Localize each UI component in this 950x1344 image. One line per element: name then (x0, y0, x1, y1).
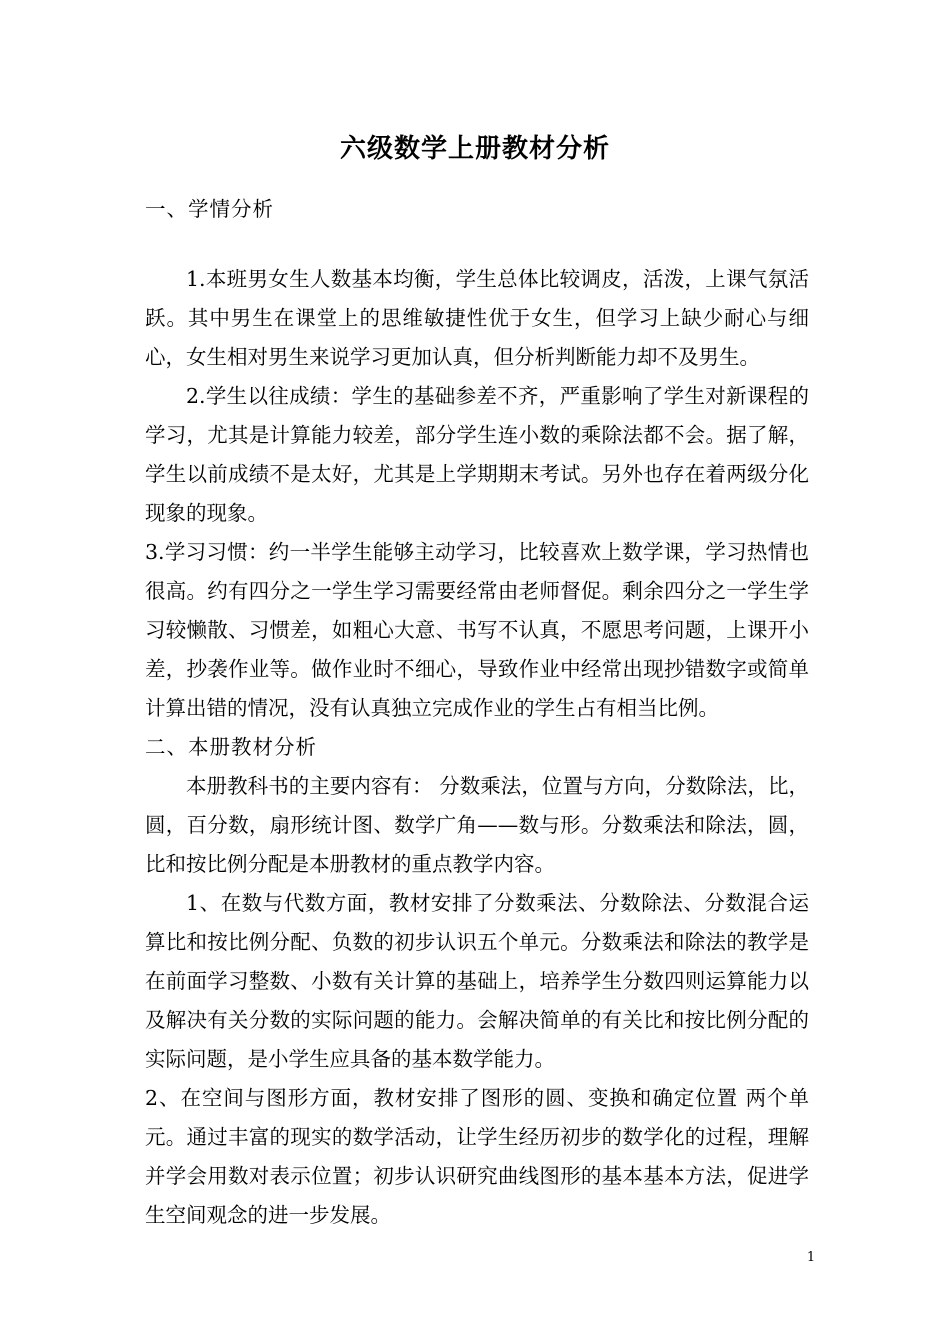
section-heading-student-analysis: 一、学情分析 (145, 197, 274, 221)
document-title: 六级数学上册教材分析 (339, 134, 610, 165)
document-body (145, 190, 809, 1235)
section-heading-textbook-analysis: 二、本册教材分析 (145, 735, 317, 759)
paragraph-gender-balance: 1.本班男女生人数基本均衡，学生总体比较调皮，活泼，上课气氛活跃。其中男生在课堂上的思维敏捷性优于女生，但学习上缺少耐心与细心，女生相对男生来说学习更加认真，但分析判断能力却不及男生。 (145, 267, 809, 369)
paragraph-learning-habits: 3.学习习惯：约一半学生能够主动学习，比较喜欢上数学课，学习热情也很高。约有四分之一学生学习需要经常由老师督促。剩余四分之一学生学习较懒散、习惯差，如粗心大意、书写不认真，不愿思考问题，上课开小差，抄袭作业等。做作业时不细心，导致作业中经常出现抄错数字或简单计算出错的情况，没有认真独立完成作业的学生占有相当比例。 (145, 540, 809, 720)
paragraph-main-content: 本册教科书的主要内容有： 分数乘法，位置与方向，分数除法，比，圆，百分数，扇形统计图、数学广角——数与形。分数乘法和除法，圆，比和按比例分配是本册教材的重点教学内容。 (145, 774, 809, 876)
paragraph-numbers-algebra: 1、在数与代数方面，教材安排了分数乘法、分数除法、分数混合运算比和按比例分配、负数的初步认识五个单元。分数乘法和除法的教学是在前面学习整数、小数有关计算的基础上，培养学生分数四则运算能力以及解决有关分数的实际问题的能力。会解决简单的有关比和按比例分配的实际问题，是小学生应具备的基本数学能力。 (145, 891, 809, 1071)
paragraph-space-geometry: 2、在空间与图形方面，教材安排了图形的圆、变换和确定位置 两个单元。通过丰富的现实的数学活动，让学生经历初步的数学化的过程，理解并学会用数对表示位置；初步认识研究曲线图形的基本基本方法，促进学生空间观念的进一步发展。 (145, 1086, 809, 1227)
page-number: 1 (806, 1250, 816, 1265)
paragraph-past-performance: 2.学生以往成绩：学生的基础参差不齐，严重影响了学生对新课程的学习，尤其是计算能力较差，部分学生连小数的乘除法都不会。据了解，学生以前成绩不是太好，尤其是上学期期末考试。另外也存在着两级分化现象的现象。 (145, 384, 809, 525)
